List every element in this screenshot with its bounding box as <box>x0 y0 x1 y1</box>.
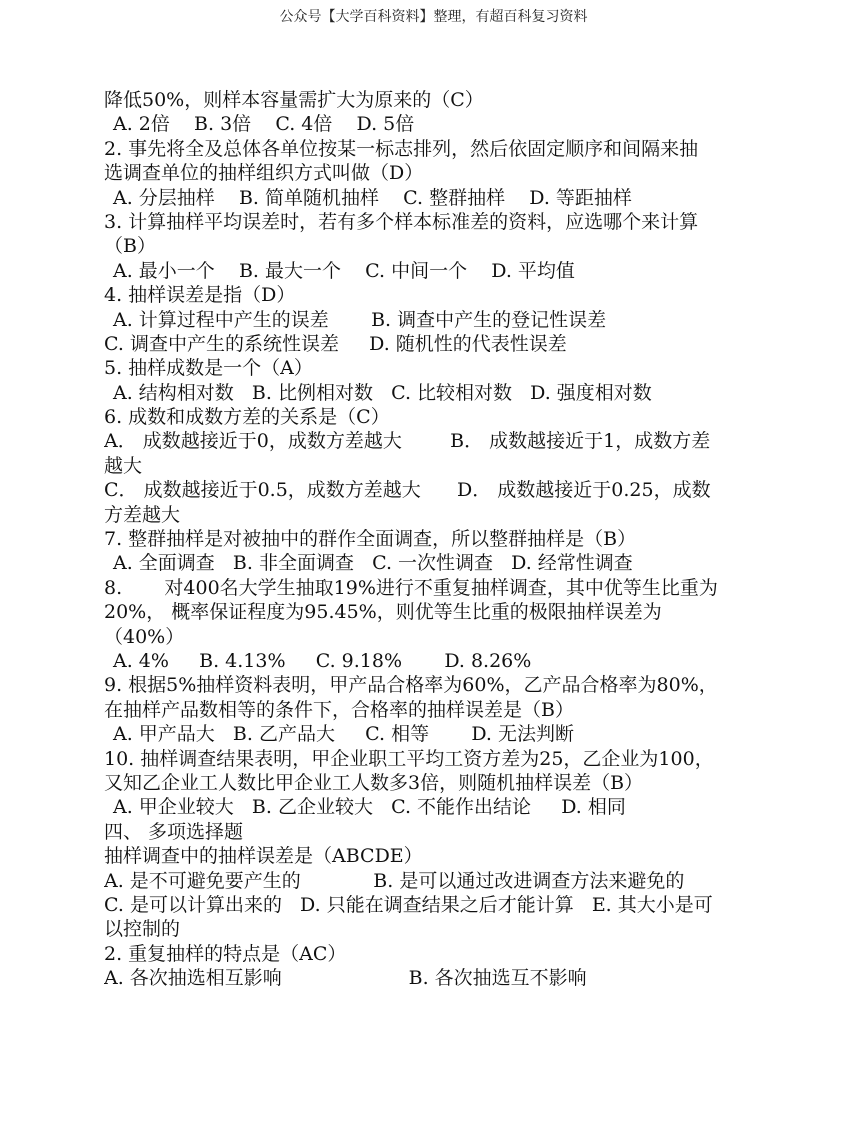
text-line: A． 成数越接近于0，成数方差越大 B． 成数越接近于1，成数方差 <box>104 430 711 453</box>
text-line: A. 2倍 B. 3倍 C. 4倍 D. 5倍 <box>113 113 415 136</box>
text-line: A. 分层抽样 B. 简单随机抽样 C. 整群抽样 D. 等距抽样 <box>113 186 632 209</box>
text-line: 在抽样产品数相等的条件下，合格率的抽样误差是（B） <box>104 698 574 721</box>
text-line: 2. 事先将全及总体各单位按某一标志排列，然后依固定顺序和间隔来抽 <box>104 137 699 160</box>
text-line: A. 甲产品大 B. 乙产品大 C. 相等 D. 无法判断 <box>113 723 575 746</box>
text-line: C． 成数越接近于0.5，成数方差越大 D． 成数越接近于0.25，成数 <box>104 479 711 502</box>
text-line: C. 是可以计算出来的 D. 只能在调查结果之后才能计算 E. 其大小是可 <box>104 893 713 916</box>
text-line: 20%， 概率保证程度为95.45%，则优等生比重的极限抽样误差为 <box>104 601 662 624</box>
text-line: （B） <box>104 235 156 258</box>
text-line: A. 甲企业较大 B. 乙企业较大 C. 不能作出结论 D. 相同 <box>113 796 626 819</box>
text-line: A. 各次抽选相互影响 B. 各次抽选互不影响 <box>104 967 587 990</box>
text-line: 以控制的 <box>104 918 181 941</box>
text-line: 抽样调查中的抽样误差是（ABCDE） <box>104 845 423 868</box>
text-line: A. 最小一个 B. 最大一个 C. 中间一个 D. 平均值 <box>113 259 575 282</box>
text-line: 10. 抽样调查结果表明，甲企业职工平均工资方差为25，乙企业为100， <box>104 747 714 770</box>
text-line: 越大 <box>104 454 143 477</box>
text-line: 四、 多项选择题 <box>104 820 244 843</box>
text-line: 7. 整群抽样是对被抽中的群作全面调查，所以整群抽样是（B） <box>104 528 637 551</box>
text-line: 3. 计算抽样平均误差时，若有多个样本标准差的资料，应选哪个来计算 <box>104 210 699 233</box>
text-line: 降低50%，则样本容量需扩大为原来的（C） <box>104 89 484 111</box>
text-line: 4. 抽样误差是指（D） <box>104 284 296 307</box>
text-line: A. 计算过程中产生的误差 B. 调查中产生的登记性误差 <box>113 308 607 331</box>
text-line: 8. 对400名大学生抽取19%进行不重复抽样调查，其中优等生比重为 <box>104 576 718 599</box>
text-line: （40%） <box>104 625 185 648</box>
text-line: A. 结构相对数 B. 比例相对数 C. 比较相对数 D. 强度相对数 <box>113 381 652 404</box>
text-line: 又知乙企业工人数比甲企业工人数多3倍，则随机抽样误差（B） <box>104 771 644 794</box>
document-body <box>104 88 774 990</box>
text-line: C. 调查中产生的系统性误差 D. 随机性的代表性误差 <box>104 332 567 355</box>
text-line: 方差越大 <box>104 503 181 526</box>
text-line: 6. 成数和成数方差的关系是（C） <box>104 406 390 429</box>
text-line: 2. 重复抽样的特点是（AC） <box>104 942 347 965</box>
text-line: 9. 根据5%抽样资料表明，甲产品合格率为60%，乙产品合格率为80%， <box>104 674 718 697</box>
text-line: A. 4% B. 4.13% C. 9.18% D. 8.26% <box>113 649 532 672</box>
page-header: 公众号【大学百科资料】整理，有超百科复习资料 <box>279 9 588 25</box>
text-line: A. 是不可避免要产生的 B. 是可以通过改进调查方法来避免的 <box>104 869 685 892</box>
text-line: 5. 抽样成数是一个（A） <box>104 357 313 380</box>
text-line: 选调查单位的抽样组织方式叫做（D） <box>104 162 424 185</box>
text-line: A. 全面调查 B. 非全面调查 C. 一次性调查 D. 经常性调查 <box>113 552 633 575</box>
